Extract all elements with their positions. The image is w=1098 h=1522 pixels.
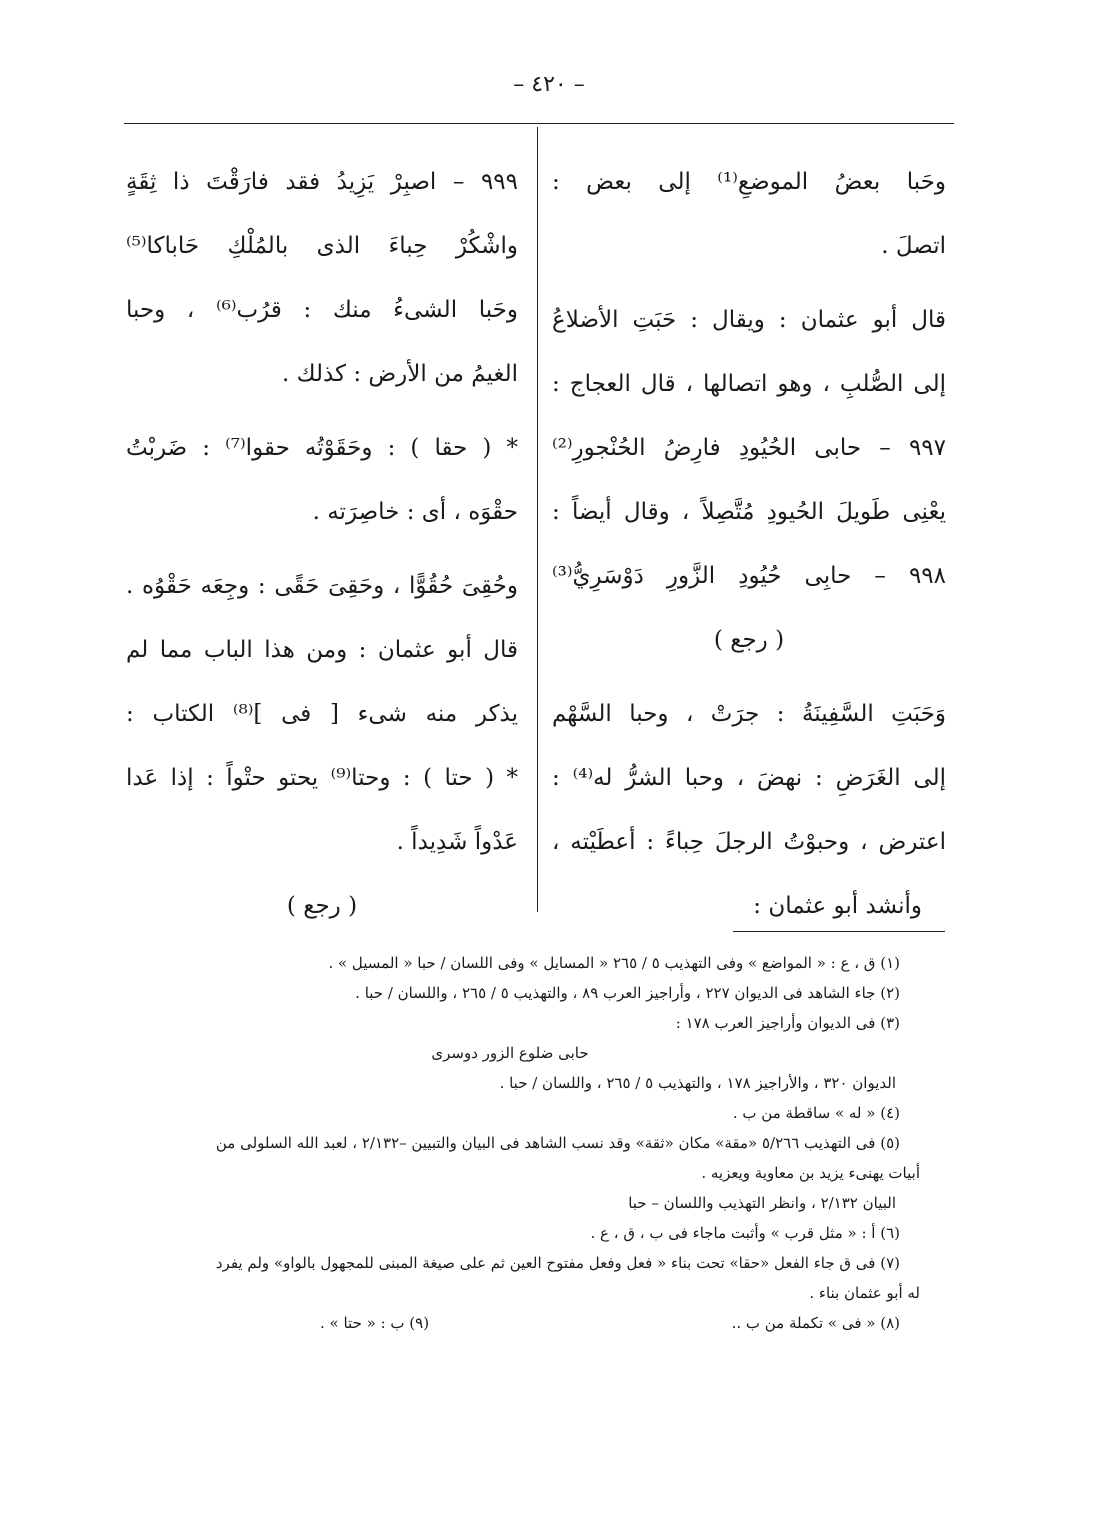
footnote-rule	[733, 931, 945, 932]
entry-heading: * ( حتا ) : وحتا⁽⁹⁾ يحتو حتْواً : إذا عَدا	[126, 765, 518, 791]
text-line: قال أبو عثمان : ويقال : حَبَتِ الأضلاعُ	[552, 307, 946, 333]
text-line: اعترض ، وحبوْتُ الرجلَ حِباءً : أعطَيْته ،	[552, 829, 946, 855]
page-number: – ٤٢٠ –	[513, 72, 585, 97]
footnote: (٩) ب : « حتا » .	[320, 1314, 430, 1332]
right-column	[552, 150, 946, 938]
footnote: الديوان ٣٢٠ ، والأراجيز ١٧٨ ، والتهذيب ٥ / ٢٦٥ ، واللسان / حبا .	[499, 1074, 896, 1092]
verse-line: ٩٩٩ – اصبِرْ يَزِيدُ فقد فارَقْتَ ذا ثِقَةٍ	[126, 169, 518, 195]
footnote: له أبو عثمان بناء .	[809, 1284, 920, 1302]
text-line: وحَبا بعضُ الموضعِ⁽¹⁾ إلى بعض :	[552, 169, 946, 195]
footnote: (٥) فى التهذيب ٥/٢٦٦ «مقة» مكان «ثقة» وقد نسب الشاهد فى البيان والتبيين –٢/١٣٢ ، لعبد الله السلولى من	[215, 1134, 900, 1152]
entry-heading: * ( حقا ) : وحَقَوْتُه حقوا⁽⁷⁾ : ضَربْتُ	[126, 435, 518, 461]
footnotes	[120, 948, 920, 1338]
text-line: عَدْواً شَدِيداً .	[396, 829, 518, 855]
text-line: يعْنِى طَويلَ الحُيودِ مُتَّصِلاً ، وقال أيضاً :	[552, 499, 946, 525]
footnote: (٤) « له » ساقطة من ب .	[732, 1104, 900, 1122]
left-column	[126, 150, 518, 938]
footnote: (٦) أ : « مثل قرب » وأثبت ماجاء فى ب ، ق ، ع .	[590, 1224, 900, 1242]
text-line: حقْوَه ، أى : خاصِرَته .	[312, 499, 518, 525]
text-line: قال أبو عثمان : ومن هذا الباب مما لم	[126, 637, 518, 663]
text-line: وأنشد أبو عثمان :	[753, 893, 922, 919]
section-marker: ( رجع )	[713, 627, 785, 653]
column-divider	[537, 127, 538, 912]
footnote: (٨) « فى » تكملة من ب ..	[731, 1314, 900, 1332]
section-marker: ( رجع )	[286, 893, 358, 919]
footnote-verse: حابى ضلوع الزور دوسرى	[431, 1044, 589, 1062]
text-line: يذكر منه شىء [ فى ]⁽⁸⁾ الكتاب :	[126, 701, 518, 727]
footnote: (٢) جاء الشاهد فى الديوان ٢٢٧ ، وأراجيز العرب ٨٩ ، والتهذيب ٥ / ٢٦٥ ، واللسان / حبا .	[355, 984, 900, 1002]
footnote-row	[120, 1308, 900, 1338]
text-line: وَحَبَتِ السَّفِينَةُ : جرَتْ ، وحبا السَّهْم	[552, 701, 946, 727]
verse-line: واشْكُرْ حِباءَ الذى بالمُلْكِ حَاباكا⁽⁵⁾	[126, 233, 518, 259]
text-line: وحَبا الشىءُ منك : قرُب⁽⁶⁾ ، وحبا	[126, 297, 518, 323]
verse-line: ٩٩٧ – حابى الحُيُودِ فارِضُ الحُنْجورِ⁽²⁾	[552, 435, 946, 461]
verse-line: ٩٩٨ – حابِى حُيُودِ الزَّورِ دَوْسَرِيُّ⁽³⁾	[552, 563, 946, 589]
text-line: إلى الصُّلبِ ، وهو اتصالها ، قال العجاج :	[552, 371, 946, 397]
footnote: (٧) فى ق جاء الفعل «حقا» تحت بناء « فعل وفعل مفتوح العين ثم على صيغة المبنى للمجهول بالواو» ولم يفرد	[215, 1254, 900, 1272]
text-line: إلى الغَرَضِ : نهضَ ، وحبا الشرُّ له⁽⁴⁾ :	[552, 765, 946, 791]
footnote: البيان ٢/١٣٢ ، وانظر التهذيب واللسان – حبا	[628, 1194, 896, 1212]
header-rule	[124, 123, 954, 124]
footnote: أبيات يهنىء يزيد بن معاوية ويعزيه .	[701, 1164, 920, 1182]
text-line: الغيمُ من الأرض : كذلك .	[281, 361, 518, 387]
text-line: وحُقِىَ حُقُوًّا ، وحَقِىَ حَقًى : وجِعَه حَقْوُه .	[126, 573, 518, 599]
footnote: (٣) فى الديوان وأراجيز العرب ١٧٨ :	[675, 1014, 900, 1032]
text-line: اتصلَ .	[881, 233, 946, 259]
footnote: (١) ق ، ع : « المواضع » وفى التهذيب ٥ / ٢٦٥ « المسايل » وفى اللسان / حبا « المسيل » .	[328, 954, 900, 972]
